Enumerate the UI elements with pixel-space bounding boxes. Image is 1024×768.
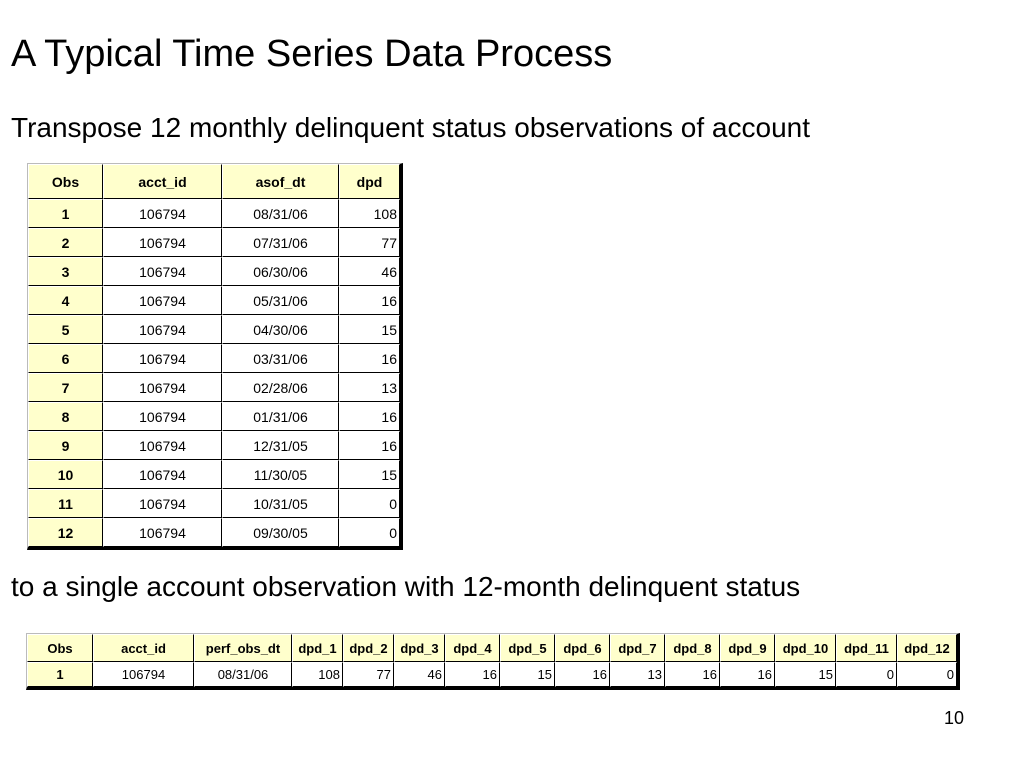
acct-id-cell: 106794 xyxy=(103,315,222,344)
obs-cell: 1 xyxy=(27,662,93,687)
column-header: dpd_1 xyxy=(292,634,343,662)
obs-cell: 1 xyxy=(28,199,103,228)
dpd-cell: 13 xyxy=(610,662,665,687)
transposed-observation-table xyxy=(26,633,960,690)
asof-date-cell: 08/31/06 xyxy=(222,199,339,228)
column-header: acct_id xyxy=(93,634,194,662)
column-header: dpd_4 xyxy=(445,634,500,662)
obs-cell: 9 xyxy=(28,431,103,460)
column-header: dpd_9 xyxy=(720,634,775,662)
obs-cell: 8 xyxy=(28,402,103,431)
dpd-cell: 0 xyxy=(897,662,957,687)
acct-id-cell: 106794 xyxy=(93,662,194,687)
table-row xyxy=(27,662,957,687)
dpd-cell: 15 xyxy=(775,662,836,687)
acct-id-cell: 106794 xyxy=(103,257,222,286)
table-row xyxy=(28,344,400,373)
asof-date-cell: 10/31/05 xyxy=(222,489,339,518)
acct-id-cell: 106794 xyxy=(103,489,222,518)
acct-id-cell: 106794 xyxy=(103,228,222,257)
column-header: dpd_7 xyxy=(610,634,665,662)
asof-date-cell: 06/30/06 xyxy=(222,257,339,286)
dpd-cell: 15 xyxy=(500,662,555,687)
acct-id-cell: 106794 xyxy=(103,286,222,315)
table-row xyxy=(28,431,400,460)
table-row xyxy=(28,518,400,547)
column-header: dpd_6 xyxy=(555,634,610,662)
slide-subtitle-transpose: Transpose 12 monthly delinquent status observations of account xyxy=(11,112,810,143)
dpd-cell: 16 xyxy=(339,402,400,431)
column-header: dpd_3 xyxy=(394,634,445,662)
dpd-cell: 16 xyxy=(339,286,400,315)
column-header: dpd_12 xyxy=(897,634,957,662)
monthly-observations-table xyxy=(27,163,403,550)
table-header-row xyxy=(27,634,957,662)
dpd-cell: 15 xyxy=(339,460,400,489)
column-header: dpd_2 xyxy=(343,634,394,662)
table-row xyxy=(28,228,400,257)
asof-date-cell: 12/31/05 xyxy=(222,431,339,460)
asof-date-cell: 05/31/06 xyxy=(222,286,339,315)
acct-id-cell: 106794 xyxy=(103,460,222,489)
dpd-cell: 0 xyxy=(339,518,400,547)
dpd-cell: 13 xyxy=(339,373,400,402)
column-header: dpd_5 xyxy=(500,634,555,662)
obs-cell: 4 xyxy=(28,286,103,315)
acct-id-cell: 106794 xyxy=(103,431,222,460)
asof-date-cell: 04/30/06 xyxy=(222,315,339,344)
dpd-cell: 108 xyxy=(292,662,343,687)
table-header-row xyxy=(28,164,400,199)
asof-date-cell: 03/31/06 xyxy=(222,344,339,373)
table-row xyxy=(28,286,400,315)
asof-date-cell: 01/31/06 xyxy=(222,402,339,431)
dpd-cell: 16 xyxy=(339,344,400,373)
dpd-cell: 46 xyxy=(394,662,445,687)
table-row xyxy=(28,257,400,286)
column-header: dpd_10 xyxy=(775,634,836,662)
dpd-cell: 16 xyxy=(445,662,500,687)
dpd-cell: 77 xyxy=(339,228,400,257)
table-row xyxy=(28,402,400,431)
obs-cell: 11 xyxy=(28,489,103,518)
column-header: perf_obs_dt xyxy=(194,634,292,662)
dpd-cell: 0 xyxy=(339,489,400,518)
dpd-cell: 46 xyxy=(339,257,400,286)
obs-cell: 10 xyxy=(28,460,103,489)
table-row xyxy=(28,460,400,489)
acct-id-cell: 106794 xyxy=(103,518,222,547)
column-header: dpd xyxy=(339,164,400,199)
asof-date-cell: 02/28/06 xyxy=(222,373,339,402)
acct-id-cell: 106794 xyxy=(103,199,222,228)
column-header: dpd_11 xyxy=(836,634,897,662)
column-header: Obs xyxy=(28,164,103,199)
obs-cell: 2 xyxy=(28,228,103,257)
column-header: dpd_8 xyxy=(665,634,720,662)
dpd-cell: 15 xyxy=(339,315,400,344)
asof-date-cell: 07/31/06 xyxy=(222,228,339,257)
page-number: 10 xyxy=(943,708,964,728)
acct-id-cell: 106794 xyxy=(103,344,222,373)
dpd-cell: 77 xyxy=(343,662,394,687)
table-row xyxy=(28,373,400,402)
dpd-cell: 16 xyxy=(720,662,775,687)
dpd-cell: 16 xyxy=(339,431,400,460)
obs-cell: 3 xyxy=(28,257,103,286)
slide-subtitle-single-observation: to a single account observation with 12-month delinquent status xyxy=(11,571,801,602)
table-row xyxy=(28,489,400,518)
table-row xyxy=(28,315,400,344)
obs-cell: 5 xyxy=(28,315,103,344)
dpd-cell: 16 xyxy=(555,662,610,687)
dpd-cell: 0 xyxy=(836,662,897,687)
column-header: asof_dt xyxy=(222,164,339,199)
perf-obs-date-cell: 08/31/06 xyxy=(194,662,292,687)
dpd-cell: 16 xyxy=(665,662,720,687)
table-row xyxy=(28,199,400,228)
obs-cell: 6 xyxy=(28,344,103,373)
obs-cell: 12 xyxy=(28,518,103,547)
acct-id-cell: 106794 xyxy=(103,402,222,431)
column-header: acct_id xyxy=(103,164,222,199)
asof-date-cell: 09/30/05 xyxy=(222,518,339,547)
slide-title: A Typical Time Series Data Process xyxy=(11,33,613,75)
dpd-cell: 108 xyxy=(339,199,400,228)
asof-date-cell: 11/30/05 xyxy=(222,460,339,489)
column-header: Obs xyxy=(27,634,93,662)
acct-id-cell: 106794 xyxy=(103,373,222,402)
obs-cell: 7 xyxy=(28,373,103,402)
